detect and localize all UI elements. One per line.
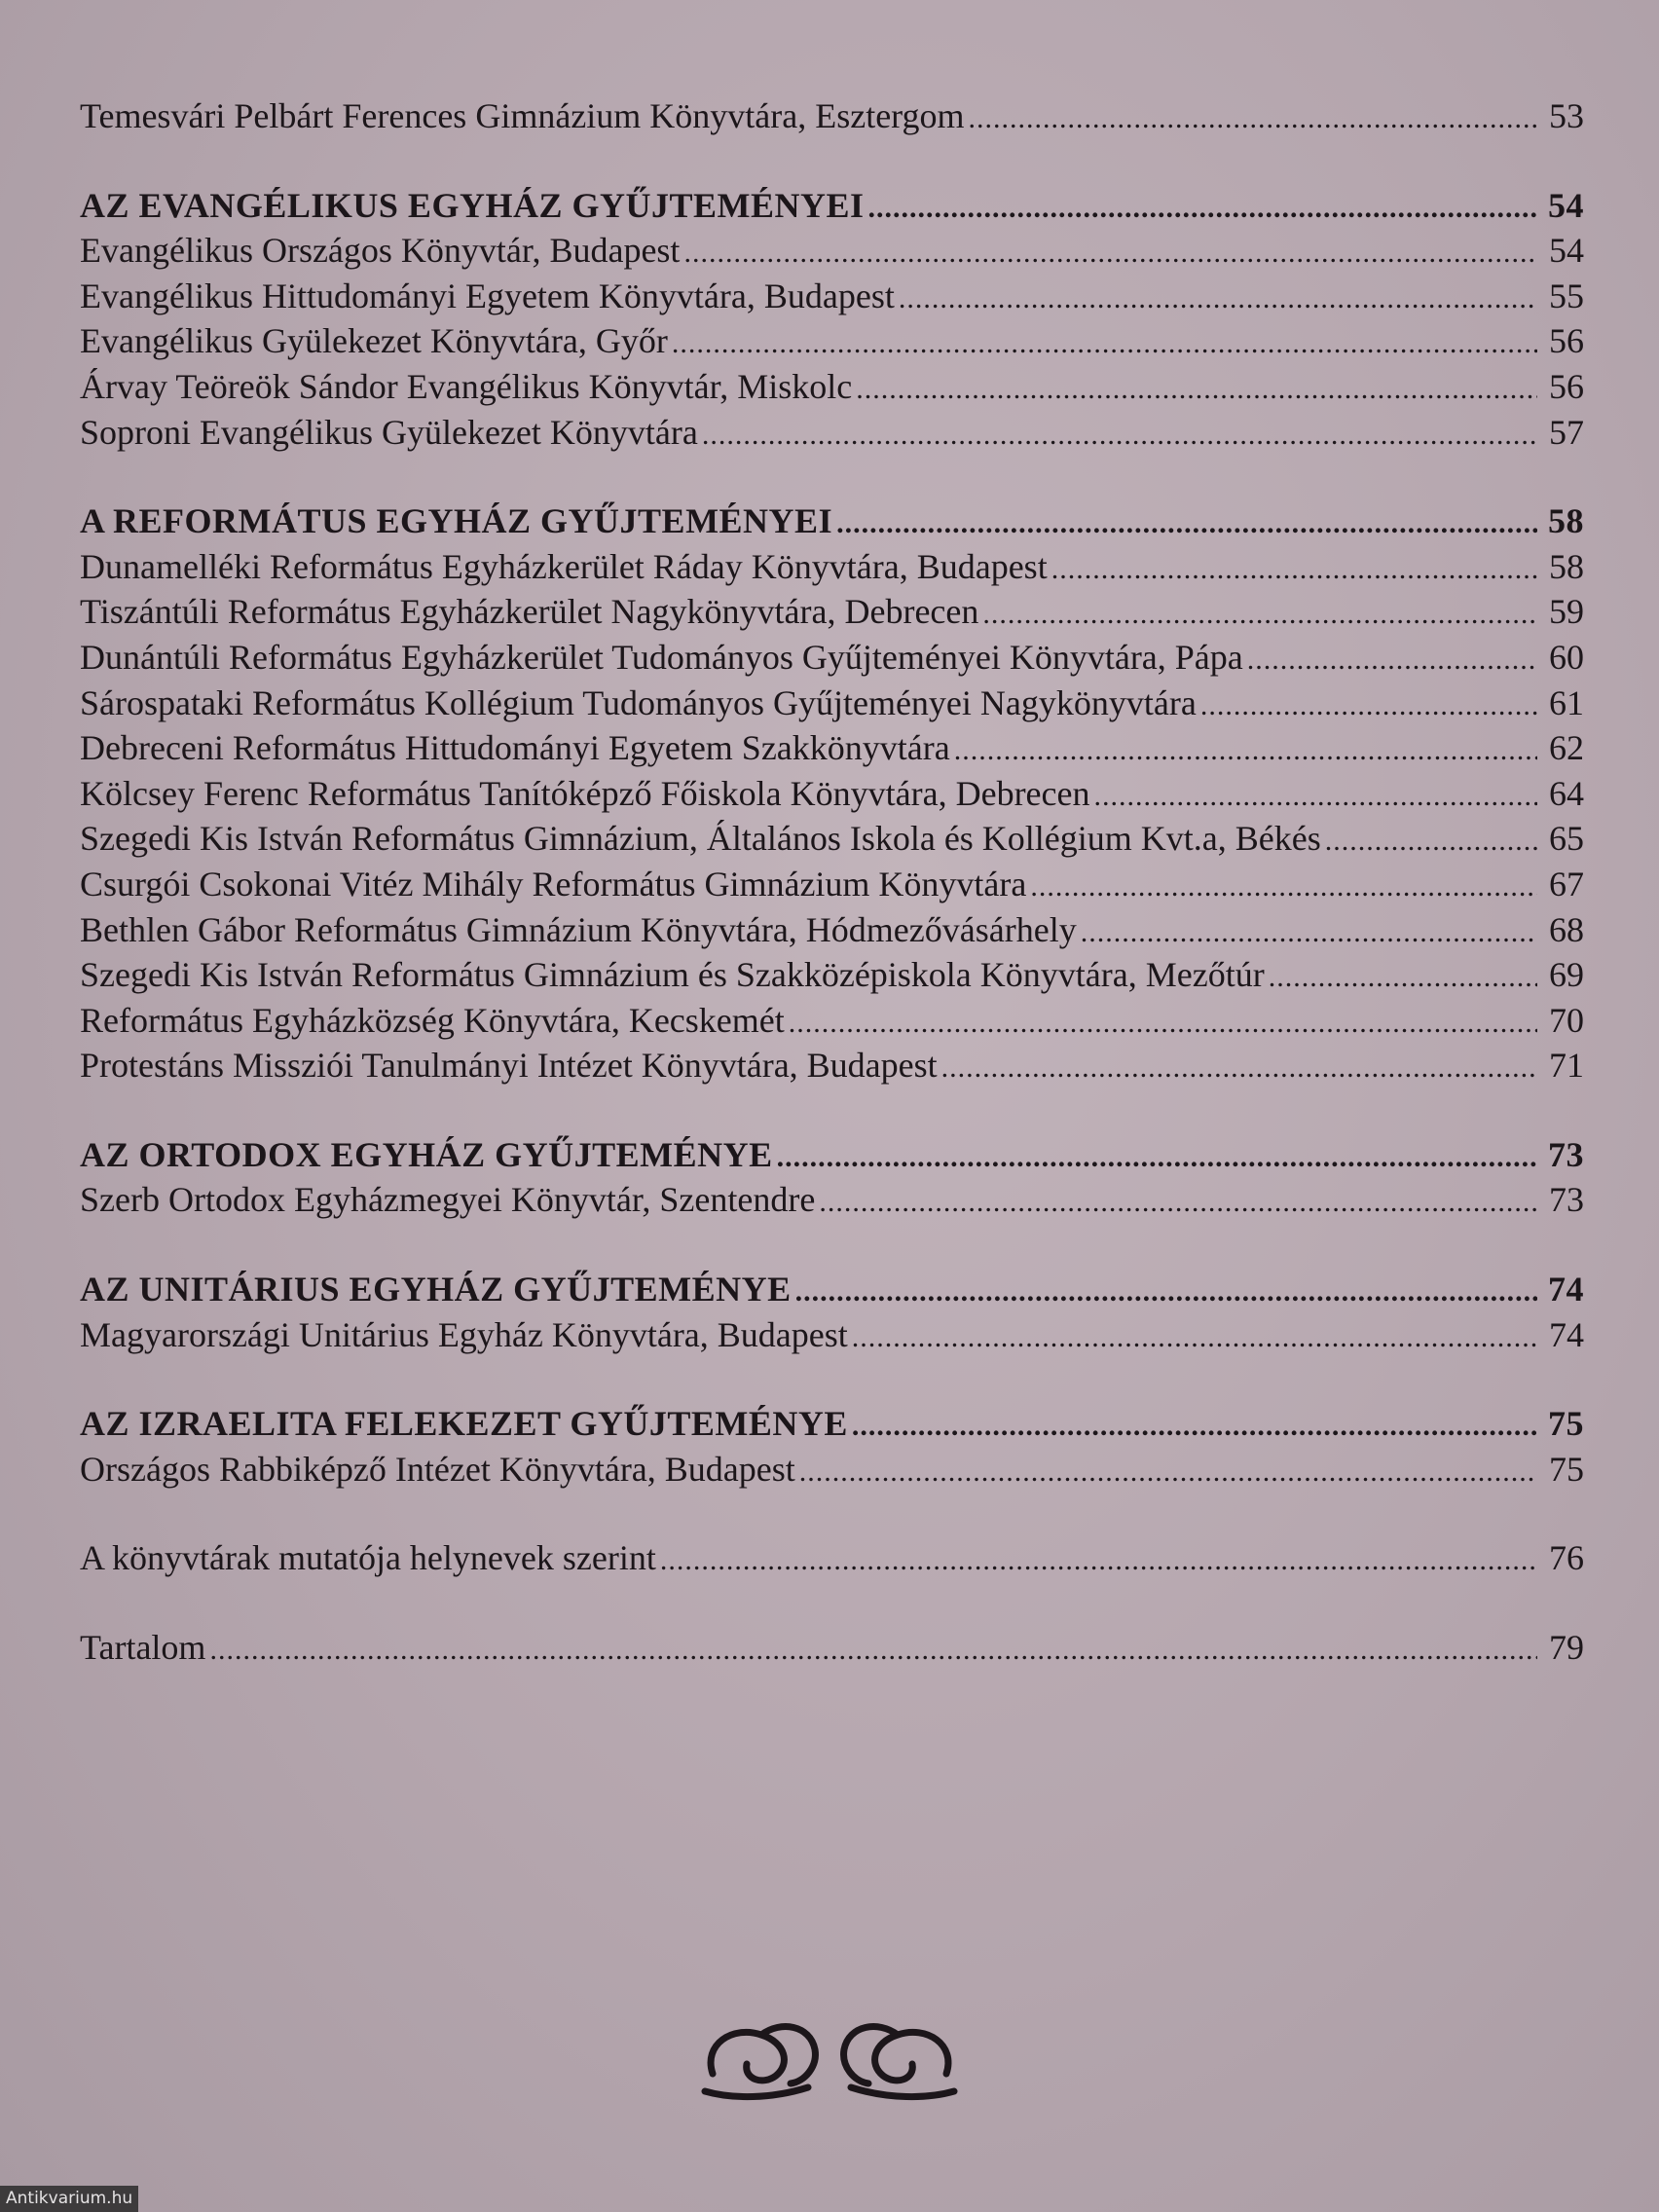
dot-leader (1200, 683, 1537, 729)
section-gap (80, 1357, 1584, 1401)
toc-entry (80, 771, 1584, 817)
toc-entry (80, 816, 1584, 862)
toc-entry (80, 274, 1584, 319)
toc-entry (80, 410, 1584, 456)
dot-leader (969, 96, 1537, 142)
toc-entry-title: Soproni Evangélikus Gyülekezet Könyvtára (80, 412, 698, 452)
toc-section-heading (80, 1132, 1584, 1178)
dot-leader (1030, 865, 1537, 910)
toc-entry-title: Dunántúli Református Egyházkerület Tudományos Gyűjteményei Könyvtára, Pápa (80, 637, 1243, 677)
toc-entry-page: 71 (1549, 1046, 1584, 1086)
toc-entry-page: 73 (1549, 1180, 1584, 1220)
table-of-contents (80, 93, 1584, 1671)
toc-entry-title: A REFORMÁTUS EGYHÁZ GYŰJTEMÉNYEI (80, 501, 833, 541)
toc-entry-page: 58 (1548, 501, 1584, 541)
dot-leader (852, 1315, 1537, 1361)
toc-entry-page: 55 (1549, 276, 1584, 315)
toc-entry-title: Dunamelléki Református Egyházkerület Ráday Könyvtára, Budapest (80, 546, 1048, 586)
toc-entry-title: Evangélikus Gyülekezet Könyvtára, Győr (80, 321, 668, 361)
toc-section-heading (80, 183, 1584, 229)
toc-entry-title: AZ ORTODOX EGYHÁZ GYŰJTEMÉNYE (80, 1134, 773, 1174)
dot-leader (1094, 774, 1538, 820)
dot-leader (899, 276, 1537, 322)
toc-entry-title: Debreceni Református Hittudományi Egyetem Szakkönyvtára (80, 728, 950, 768)
toc-entry-title: Református Egyházközség Könyvtára, Kecskemét (80, 1000, 785, 1040)
toc-section-heading (80, 498, 1584, 544)
dot-leader (1081, 910, 1537, 956)
toc-entry-page: 69 (1549, 955, 1584, 995)
dot-leader (799, 1450, 1537, 1495)
dot-leader (683, 231, 1537, 276)
toc-entry-page: 65 (1549, 819, 1584, 859)
toc-entry-title: Árvay Teöreök Sándor Evangélikus Könyvtár, Miskolc (80, 366, 853, 406)
toc-entry-page: 54 (1548, 185, 1584, 225)
dot-leader (1325, 819, 1537, 865)
toc-entry-title: Csurgói Csokonai Vitéz Mihály Református Gimnázium Könyvtára (80, 864, 1027, 903)
toc-entry (80, 635, 1584, 681)
toc-entry-page: 64 (1549, 773, 1584, 813)
section-gap (80, 139, 1584, 183)
toc-entry-title: Kölcsey Ferenc Református Tanítóképző Főiskola Könyvtára, Debrecen (80, 773, 1090, 813)
toc-entry-title: AZ UNITÁRIUS EGYHÁZ GYŰJTEMÉNYE (80, 1270, 792, 1309)
section-gap (80, 1223, 1584, 1267)
dot-leader (795, 1270, 1537, 1315)
toc-entry-page: 57 (1549, 412, 1584, 452)
toc-entry-title: Evangélikus Országos Könyvtár, Budapest (80, 231, 681, 271)
toc-entry-title: Tiszántúli Református Egyházkerület Nagykönyvtára, Debrecen (80, 592, 979, 632)
section-gap (80, 1581, 1584, 1625)
dot-leader (852, 1404, 1537, 1450)
toc-entry-page: 53 (1549, 96, 1584, 135)
toc-entry-title: AZ IZRAELITA FELEKEZET GYŰJTEMÉNYE (80, 1404, 848, 1444)
toc-entry-page: 76 (1549, 1538, 1584, 1578)
dot-leader (982, 592, 1537, 638)
toc-entry-page: 70 (1549, 1000, 1584, 1040)
toc-entry-page: 62 (1549, 728, 1584, 768)
toc-entry-title: Tartalom (80, 1628, 206, 1668)
toc-entry-page: 75 (1548, 1404, 1584, 1444)
toc-entry-title: Országos Rabbiképző Intézet Könyvtára, Budapest (80, 1449, 795, 1489)
toc-entry-title: Protestáns Missziói Tanulmányi Intézet Könyvtára, Budapest (80, 1046, 938, 1086)
toc-entry-page: 74 (1549, 1314, 1584, 1354)
toc-entry-title: Bethlen Gábor Református Gimnázium Könyvtára, Hódmezővásárhely (80, 909, 1077, 949)
dot-leader (1051, 547, 1537, 593)
toc-entry-page: 74 (1548, 1270, 1584, 1309)
section-gap (80, 1088, 1584, 1132)
toc-entry (80, 544, 1584, 590)
toc-entry (80, 725, 1584, 771)
dot-leader (702, 413, 1537, 459)
dot-leader (777, 1135, 1537, 1181)
toc-entry-title: Evangélikus Hittudományi Egyetem Könyvtára, Budapest (80, 276, 895, 315)
toc-entry-page: 60 (1549, 637, 1584, 677)
toc-entry (80, 589, 1584, 635)
dot-leader (954, 728, 1537, 774)
toc-entry-title: Magyarországi Unitárius Egyház Könyvtára, Budapest (80, 1314, 848, 1354)
toc-entry (80, 907, 1584, 953)
toc-entry (80, 1535, 1584, 1581)
toc-entry (80, 1043, 1584, 1088)
toc-section-heading (80, 1267, 1584, 1312)
toc-entry (80, 681, 1584, 726)
toc-entry-title: Szegedi Kis István Református Gimnázium, Általános Iskola és Kollégium Kvt.a, Békés (80, 819, 1321, 859)
toc-entry-title: Szerb Ortodox Egyházmegyei Könyvtár, Szentendre (80, 1180, 816, 1220)
dot-leader (660, 1538, 1537, 1584)
dot-leader (209, 1628, 1537, 1674)
toc-entry-page: 56 (1549, 366, 1584, 406)
dot-leader (867, 186, 1537, 232)
watermark: Antikvarium.hu (0, 2186, 138, 2212)
toc-entry-page: 68 (1549, 909, 1584, 949)
toc-entry-title: Temesvári Pelbárt Ferences Gimnázium Könyvtára, Esztergom (80, 96, 965, 135)
toc-entry-page: 73 (1548, 1134, 1584, 1174)
toc-entry-title: Szegedi Kis István Református Gimnázium és Szakközépiskola Könyvtára, Mezőtúr (80, 955, 1265, 995)
toc-entry (80, 228, 1584, 274)
dot-leader (1247, 638, 1537, 683)
dot-leader (672, 321, 1537, 367)
toc-entry (80, 318, 1584, 364)
toc-entry (80, 1447, 1584, 1493)
dot-leader (856, 367, 1537, 413)
toc-entry-page: 61 (1549, 682, 1584, 722)
toc-entry-title: A könyvtárak mutatója helynevek szerint (80, 1538, 656, 1578)
toc-entry-page: 67 (1549, 864, 1584, 903)
fleuron-ornament-icon (693, 2006, 966, 2103)
toc-entry (80, 93, 1584, 139)
toc-entry-title: Sárospataki Református Kollégium Tudományos Gyűjteményei Nagykönyvtára (80, 682, 1197, 722)
toc-entry-page: 59 (1549, 592, 1584, 632)
section-gap (80, 1492, 1584, 1535)
section-gap (80, 455, 1584, 498)
dot-leader (789, 1001, 1537, 1047)
dot-leader (1269, 955, 1537, 1001)
toc-entry-title: AZ EVANGÉLIKUS EGYHÁZ GYŰJTEMÉNYEI (80, 185, 865, 225)
dot-leader (819, 1180, 1537, 1226)
toc-entry-page: 54 (1549, 231, 1584, 271)
toc-entry-page: 79 (1549, 1628, 1584, 1668)
toc-entry (80, 1177, 1584, 1223)
toc-entry (80, 1625, 1584, 1671)
toc-entry (80, 364, 1584, 410)
toc-section-heading (80, 1401, 1584, 1447)
toc-entry (80, 1312, 1584, 1358)
toc-entry (80, 862, 1584, 907)
dot-leader (941, 1046, 1537, 1091)
toc-entry-page: 56 (1549, 321, 1584, 361)
dot-leader (836, 501, 1537, 547)
toc-entry-page: 75 (1549, 1449, 1584, 1489)
toc-entry-page: 58 (1549, 546, 1584, 586)
toc-entry (80, 998, 1584, 1044)
toc-entry (80, 952, 1584, 998)
